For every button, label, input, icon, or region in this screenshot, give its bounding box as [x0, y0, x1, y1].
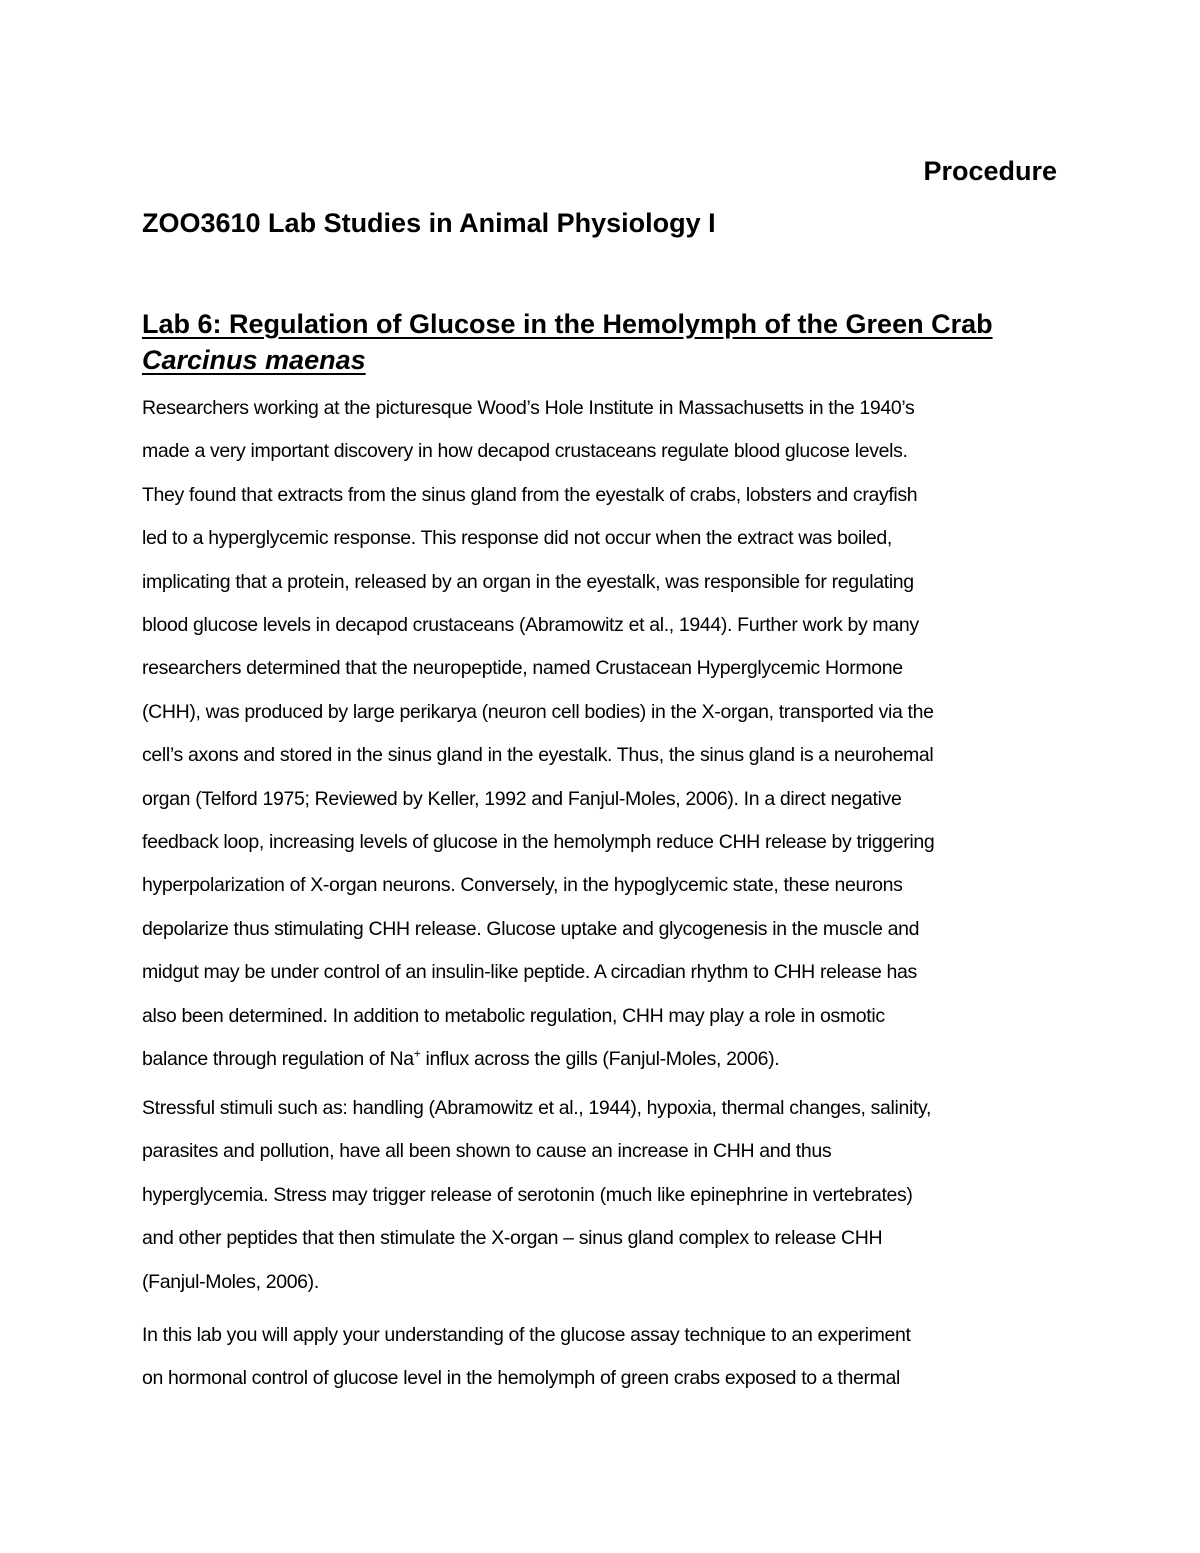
text-line: (Fanjul-Moles, 2006). [142, 1270, 319, 1293]
text-fragment: influx across the gills (Fanjul-Moles, 2006). [420, 1048, 780, 1071]
paragraph-lab [142, 1314, 1062, 1401]
text-line: feedback loop, increasing levels of glucose in the hemolymph reduce CHH release by triggering [142, 831, 935, 854]
course-title: ZOO3610 Lab Studies in Animal Physiology I [142, 208, 716, 238]
text-line: organ (Telford 1975; Reviewed by Keller, 1992 and Fanjul-Moles, 2006). In a direct negative [142, 787, 902, 810]
procedure-label: Procedure [923, 156, 1057, 186]
text-line: blood glucose levels in decapod crustaceans (Abramowitz et al., 1944). Further work by many [142, 614, 919, 637]
text-line: made a very important discovery in how decapod crustaceans regulate blood glucose levels. [142, 440, 908, 463]
text-line: hyperglycemia. Stress may trigger release of serotonin (much like epinephrine in vertebrates) [142, 1183, 913, 1206]
text-line: depolarize thus stimulating CHH release. Glucose uptake and glycogenesis in the muscle and [142, 917, 920, 940]
text-line: They found that extracts from the sinus gland from the eyestalk of crabs, lobsters and crayfish [142, 483, 918, 506]
text-line: Stressful stimuli such as: handling (Abramowitz et al., 1944), hypoxia, thermal changes, salinity, [142, 1097, 932, 1119]
text-line: parasites and pollution, have all been shown to cause an increase in CHH and thus [142, 1140, 832, 1163]
lab-heading [142, 306, 1062, 378]
paragraph-stress [142, 1087, 1062, 1304]
text-fragment: balance through regulation of Na [142, 1048, 414, 1071]
text-line: researchers determined that the neuropeptide, named Crustacean Hyperglycemic Hormone [142, 657, 903, 680]
paragraph-intro [142, 387, 1062, 1082]
text-line: In this lab you will apply your understanding of the glucose assay technique to an experiment [142, 1324, 911, 1346]
text-line: also been determined. In addition to metabolic regulation, CHH may play a role in osmotic [142, 1004, 885, 1027]
lab-title: Lab 6: Regulation of Glucose in the Hemolymph of the Green Crab [142, 309, 993, 339]
text-line: Researchers working at the picturesque Wood’s Hole Institute in Massachusetts in the 1940’s [142, 397, 915, 419]
text-line-sodium [142, 1038, 1062, 1081]
superscript-plus: + [413, 1046, 421, 1061]
text-line: led to a hyperglycemic response. This response did not occur when the extract was boiled, [142, 527, 892, 550]
text-line: implicating that a protein, released by an organ in the eyestalk, was responsible for regulating [142, 570, 914, 593]
text-line: hyperpolarization of X-organ neurons. Conversely, in the hypoglycemic state, these neurons [142, 874, 903, 897]
text-line: cell’s axons and stored in the sinus gland in the eyestalk. Thus, the sinus gland is a neurohemal [142, 744, 934, 767]
text-line: and other peptides that then stimulate the X-organ – sinus gland complex to release CHH [142, 1227, 883, 1250]
text-line: (CHH), was produced by large perikarya (neuron cell bodies) in the X-organ, transported via the [142, 700, 934, 723]
text-line: on hormonal control of glucose level in the hemolymph of green crabs exposed to a thermal [142, 1367, 900, 1390]
text-line: midgut may be under control of an insulin-like peptide. A circadian rhythm to CHH release has [142, 961, 917, 984]
species-name: Carcinus maenas [142, 345, 366, 375]
